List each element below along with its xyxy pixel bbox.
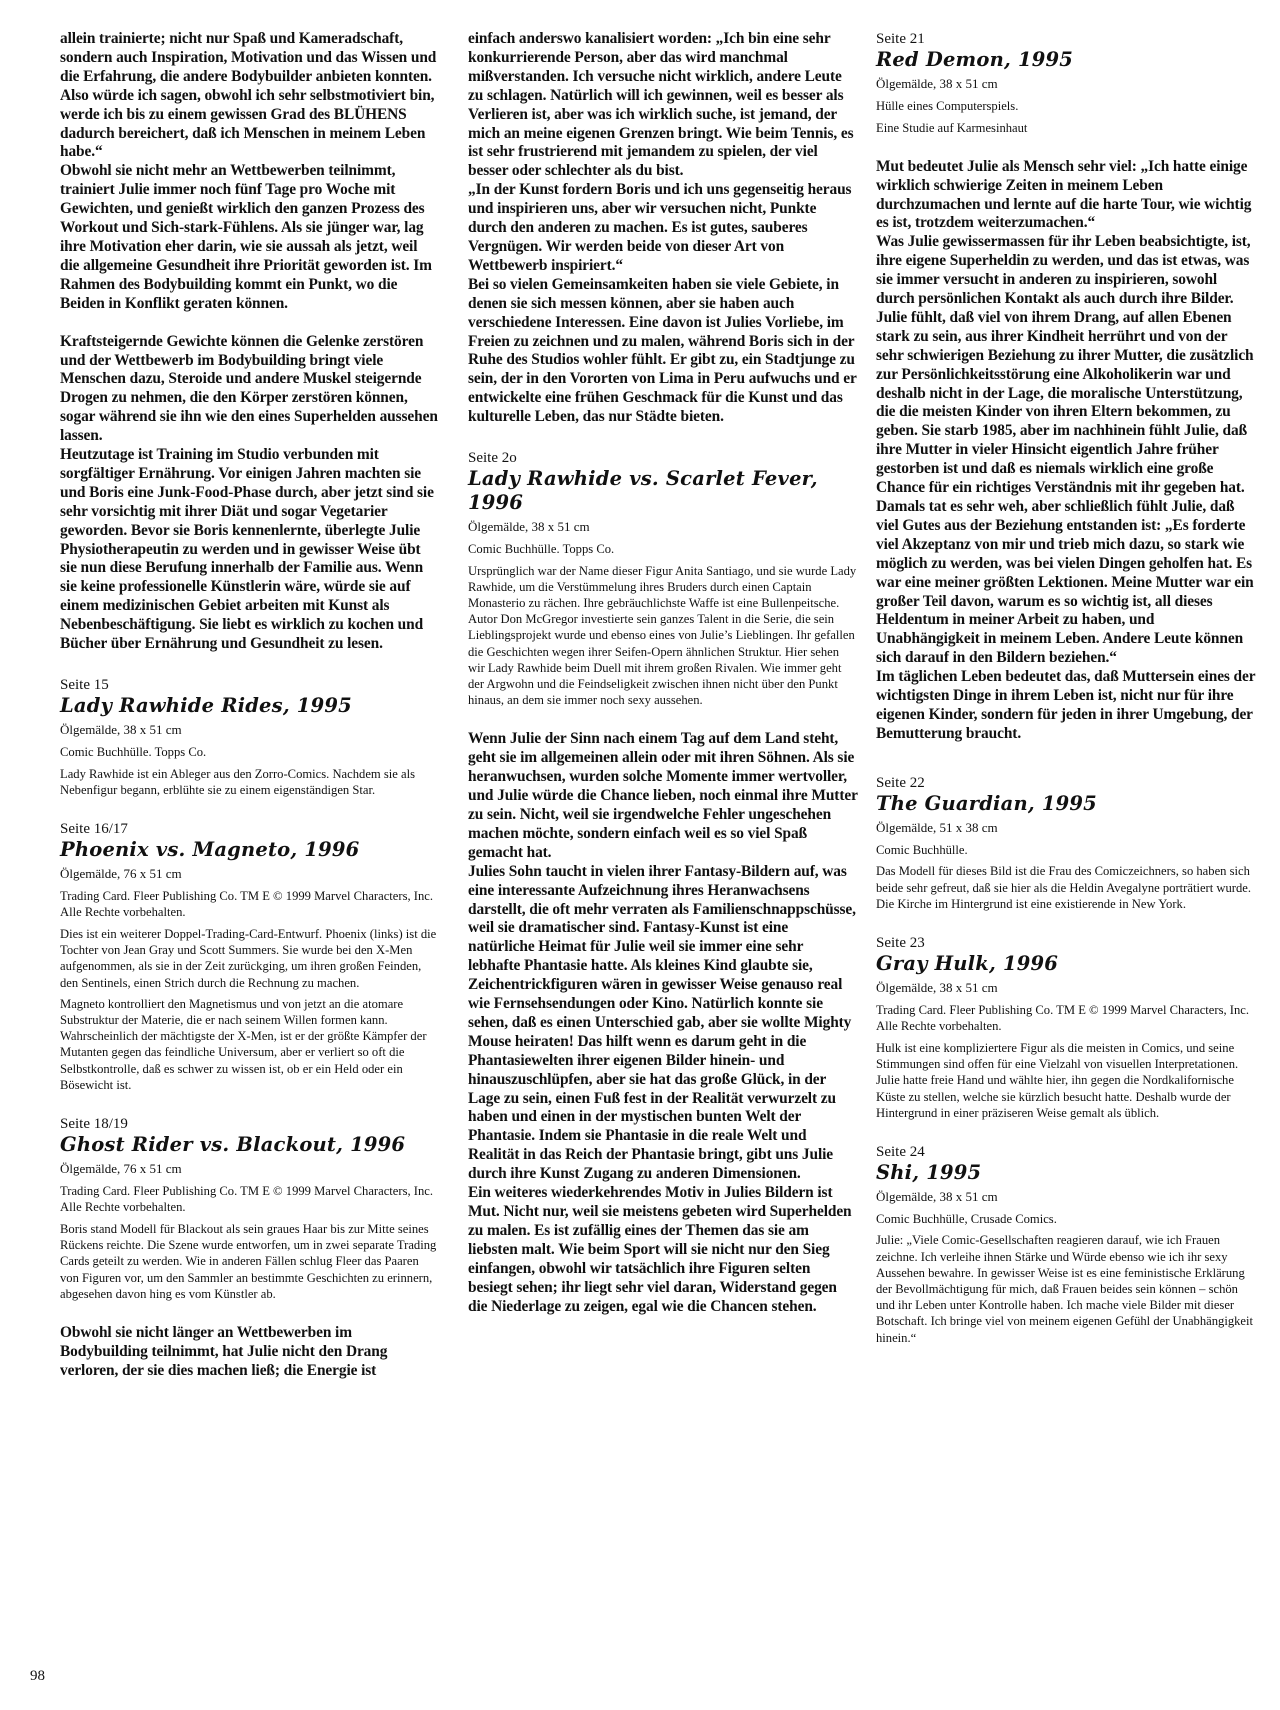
caption-entry (60, 820, 440, 1093)
paragraph: Bei so vielen Gemeinsamkeiten haben sie viele Gebiete, in denen sie sich messen können, aber sie haben auch verschiedene Interessen. Eine davon ist Julies Vorliebe, im Freien zu zeichnen und zu malen, während Boris sich in der Ruhe des Studios wohler fühlt. Er gibt zu, ein Stadtjunge zu sein, der in den Vororten von Lima in Peru aufwuchs und er entwickelte eine frühen Geschmack für die Kunst und das kulturelle Leben, das nur Städte bieten. (468, 275, 857, 426)
paragraph: Ein weiteres wiederkehrendes Motiv in Julies Bildern ist Mut. Nicht nur, weil sie meistens gebeten wird Superhelden zu malen. Es ist zufällig eines der Themen das sie am liebsten malt. Wie beim Sport will sie nicht nur den Sieg einfangen, obwohl wir tatsächlich ihre Figuren selten besiegt sehen; ihr liegt sehr viel daran, Widerstand gegen die Niederlage zu zeigen, egal wie die Chancen stehen. (468, 1184, 852, 1315)
caption-title: Ghost Rider vs. Blackout, 1996 (60, 1132, 406, 1156)
caption-medium: Ölgemälde, 76 x 51 cm (60, 865, 182, 881)
paragraph: Obwohl sie nicht mehr an Wettbewerben teilnimmt, trainiert Julie immer noch fünf Tage pro Woche mit Gewichten, und genießt wirklich den ganzen Prozess des Workout und Sich-stark-Fühlens. Als sie jünger war, lag ihre Motivation eher darin, wie sie aussah als jetzt, weil die allgemeine Gesundheit ihre Priorität geworden ist. Im Rahmen des Bodybuilding kommt ein Punkt, wo die Beiden in Konflikt geraten können. (60, 162, 432, 312)
caption-page-ref: Seite 22 (876, 774, 925, 791)
caption-medium: Ölgemälde, 76 x 51 cm (60, 1160, 182, 1176)
caption-title: Phoenix vs. Magneto, 1996 (60, 837, 360, 861)
caption-publication: Hülle eines Computerspiels. (876, 99, 1019, 113)
caption-title: Red Demon, 1995 (876, 48, 1074, 71)
body-text-block (60, 30, 440, 654)
paragraph: Obwohl sie nicht länger an Wettbewerben im Bodybuilding teilnimmt, hat Julie nicht den Drang verloren, der sie dies machen ließ; die Energie ist (60, 1323, 388, 1379)
caption-page-ref: Seite 2o (468, 450, 517, 467)
caption-title: Lady Rawhide vs. Scarlet Fever, 1996 (468, 467, 818, 515)
body-text-block (468, 30, 858, 427)
paragraph: Wenn Julie der Sinn nach einem Tag auf dem Land steht, geht sie im allgemeinen allein oder mit ihren Söhnen. Als sie heranwuchsen, wurden solche Momente immer wertvoller, und Julie würde die Chance lieben, noch einmal ihre Mutter zu sein. Nicht, weil sie irgendwelche Fehler ungeschehen machen möchte, sondern einfach weil es so viel Spaß gemacht hat. (468, 730, 858, 861)
body-text-block (468, 730, 858, 1316)
paragraph: Mut bedeutet Julie als Mensch sehr viel: „Ich hatte einige wirklich schwierige Zeiten in meinem Leben durchzumachen und lernte auf die harte Tour, wie wichtig es ist, trotzdem weiterzumachen.“ (876, 157, 1252, 232)
paragraph: Heutzutage ist Training im Studio verbunden mit sorgfältiger Ernährung. Vor einigen Jahren machten sie und Boris eine Junk-Food-Phase durch, aber jetzt sind sie sehr vorsichtig mit ihrer Diät und sogar Vegetarier geworden. Bevor sie Boris kennenlernte, überlegte Julie Physiotherapeutin zu werden und in gewisser Weise übt sie nun diese Berufung innerhalb der Familie aus. Wenn sie keine professionelle Künstlerin wäre, würde sie auf einem medizinischen Gebiet arbeiten mit Kunst als Nebenbeschäftigung. Sie liebt es wirklich zu kochen und Bücher über Ernährung und Gesundheit zu lesen. (60, 446, 434, 653)
column-middle (468, 30, 858, 1316)
caption-publication: Trading Card. Fleer Publishing Co. TM E © 1999 Marvel Characters, Inc. Alle Rechte vorbehalten. (60, 1183, 433, 1215)
caption-publication: Trading Card. Fleer Publishing Co. TM E © 1999 Marvel Characters, Inc. Alle Rechte vorbehalten. (876, 1002, 1249, 1034)
paragraph: Damals tat es sehr weh, aber schließlich fühlt Julie, daß viel Gutes aus der Beziehung entstanden ist: „Es forderte viel Akzeptanz von mir und trieb mich dazu, so stark wie möglich zu werden, was bei vielen Dingen geholfen hat. Es war eine meiner größten Lektionen. Meine Mutter war ein großer Teil davon, warum es so wichtig ist, all dieses Heldentum in meiner Arbeit zu haben, und Unabhängigkeit in meinem Leben. Andere Leute können sich darauf in den Bildern beziehen.“ (876, 498, 1254, 667)
caption-note: Lady Rawhide ist ein Ableger aus den Zorro-Comics. Nachdem sie als Nebenfigur begann, erblühte sie zu einem eigenständigen Star. (60, 766, 415, 797)
paragraph: Was Julie gewissermassen für ihr Leben beabsichtigte, ist, ihre eigene Superheldin zu werden, und das ist etwas, was sie immer versucht in anderen zu inspirieren, sowohl durch persönlichen Kontakt als auch durch ihre Bilder. (876, 233, 1251, 308)
caption-medium: Ölgemälde, 38 x 51 cm (876, 1188, 998, 1204)
caption-entry (60, 676, 440, 798)
caption-note: Magneto kontrolliert den Magnetismus und von jetzt an die atomare Substruktur der Materie, die er nach seinem Willen formen kann. Wahrscheinlich der mächtigste der X-Men, ist er der größte Kämpfer der Mutanten gegen das feindliche Universum, aber er verliert so oft die Selbstkontrolle, daß es schwer zu wissen ist, ob er ein Held oder ein Bösewicht ist. (60, 996, 427, 1092)
caption-title: Lady Rawhide Rides, 1995 (60, 694, 352, 717)
caption-medium: Ölgemälde, 38 x 51 cm (876, 979, 998, 995)
caption-note: Julie: „Viele Comic-Gesellschaften reagieren darauf, wie ich Frauen zeichne. Ich verleihe ihnen Stärke und Würde ebenso wie ich ihr sexy Aussehen bewahre. In gewisser Weise ist es eine feministische Erklärung der Bevollmächtigung für mich, daß Frauen beides sein können – schön und ihr Leben unter Kontrolle haben. Ich mache viele Bilder mit dieser Botschaft. Ich bringe viel von meinem eigenen Gefühl der Unabhängigkeit hinein.“ (876, 1233, 1253, 1345)
caption-publication: Comic Buchhülle. Topps Co. (468, 542, 615, 557)
caption-note: Ursprünglich war der Name dieser Figur Anita Santiago, und sie wurde Lady Rawhide, um die Verstümmelung ihres Bruders durch einen Captain Monasterio zu rächen. Ihre gebräuchlichste Waffe ist eine Bullenpeitsche. Autor Don McGregor investierte sein ganzes Talent in die Serie, die sein Lieblingsprojekt wurde und ebenso eines von Julie’s Lieblingen. Ihr gefallen die Geschichten wegen ihrer Seifen-Opern ähnlichen Struktur. Hier sehen wir Lady Rawhide beim Duell mit ihrem großen Rivalen. Wie immer geht der Argwohn und die Feindseligkeit zwischen ihnen nicht über den Punkt hinaus, an dem sie immer noch sexy aussehen. (468, 563, 857, 708)
caption-publication: Trading Card. Fleer Publishing Co. TM E © 1999 Marvel Characters, Inc. Alle Rechte vorbehalten. (60, 888, 433, 920)
caption-note: Das Modell für dieses Bild ist die Frau des Comiczeichners, so haben sich beide sehr gefreut, daß sie hier als die Heldin Avegalyne porträtiert wurde. Die Kirche im Hintergrund ist eine existierende in New York. (876, 864, 1251, 911)
caption-publication: Comic Buchhülle. (876, 842, 968, 857)
caption-page-ref: Seite 15 (60, 677, 109, 693)
caption-note: Dies ist ein weiterer Doppel-Trading-Card-Entwurf. Phoenix (links) ist die Tochter von Jean Gray und Scott Summers. Sie wurde bei den X-Men aufgenommen, als sie in der Zeit zurückging, um ihren großen Feinden, den Sentinels, einen Strich durch die Rechnung zu machen. (60, 926, 437, 990)
body-text-block (876, 158, 1256, 744)
paragraph: Kraftsteigernde Gewichte können die Gelenke zerstören und der Wettbewerb im Bodybuilding bringt viele Menschen dazu, Steroide und andere Muskel steigernde Drogen zu nehmen, die den Körper zerstören können, sogar während sie ihn wie den eines Superhelden aussehen lassen. (60, 332, 438, 445)
caption-note: Eine Studie auf Karmesinhaut (876, 120, 1028, 135)
column-left (60, 30, 440, 1381)
caption-entry (876, 934, 1256, 1121)
paragraph: allein trainierte; nicht nur Spaß und Kameradschaft, sondern auch Inspiration, Motivation und das Wissen und die Erfahrung, die andere Bodybuilder anbieten konnten. Also würde ich sagen, obwohl ich sehr selbstmotiviert bin, werde ich bis zu einem gewissen Grad des BLÜHENS dadurch bereichert, daß ich Menschen in meinem Leben habe.“ (60, 30, 437, 161)
caption-entry (468, 449, 858, 708)
caption-medium: Ölgemälde, 51 x 38 cm (876, 819, 998, 835)
column-right (876, 30, 1256, 1368)
caption-note: Hulk ist eine kompliziertere Figur als die meisten in Comics, und seine Stimmungen sind offen für eine Vielzahl von visuellen Interpretationen. Julie hatte freie Hand und wählte hier, ihn gegen die Nordkalifornische Küste zu stellen, welche sie kürzlich besucht hatte. Deshalb wurde der Hintergrund in einer präziseren Weise gemalt als üblich. (876, 1040, 1239, 1120)
caption-note: Boris stand Modell für Blackout als sein graues Haar bis zur Mitte seines Rückens reichte. Die Szene wurde entworfen, um in zwei separate Trading Cards geteilt zu werden. Wie in anderen Fällen schlug Fleer das Paaren von Figuren vor, um den Sammler an bestimmte Geschichten zu erinnern, abgesehen davon hing es vom Künstler ab. (60, 1221, 437, 1301)
caption-title: Shi, 1995 (876, 1160, 982, 1184)
paragraph: Im täglichen Leben bedeutet das, daß Muttersein eines der wichtigsten Dinge in ihrem Leben ist, nicht nur für ihre eigenen Kinder, sondern für jeden in ihrer Umgebung, der Bemutterung braucht. (876, 668, 1256, 742)
paragraph: Julie fühlt, daß viel von ihrem Drang, auf allen Ebenen stark zu sein, aus ihrer Kindheit herrührt und von der sehr schwierigen Beziehung zu ihrer Mutter, die zusätzlich zur Persönlichkeitsstörung eine Alkoholikerin war und deshalb nicht in der Lage, die moralische Unterstützung, die die meisten Kinder von ihren Eltern bekommen, zu geben. Sie starb 1985, aber im nachhinein fühlt Julie, daß ihre Mutter in vieler Hinsicht eigentlich Jahre früher gestorben ist und daß es niemals wirklich eine große Chance für ein richtiges Verständnis mit ihr gegeben hat. (876, 308, 1254, 497)
caption-medium: Ölgemälde, 38 x 51 cm (468, 519, 590, 535)
caption-entry (876, 774, 1256, 912)
caption-entry (60, 1115, 440, 1302)
paragraph: „In der Kunst fordern Boris und ich uns gegenseitig heraus und inspirieren uns, aber wir versuchen nicht, Punkte durch den anderen zu machen. Es ist gutes, sauberes Vergnügen. Wir werden beide von dieser Art von Wettbewerb inspiriert.“ (468, 181, 852, 274)
paragraph: Julies Sohn taucht in vielen ihrer Fantasy-Bildern auf, was eine interessante Aufzeichnung ihres Heranwachsens darstellt, die oft mehr verraten als Familienschnappschüsse, weil sie dramatischer sind. Fantasy-Kunst ist eine natürliche Heimat für Julie weil sie immer eine sehr lebhafte Phantasie hatte. Als kleines Kind glaubte sie, Zeichentrickfiguren wären in gewisser Weise genauso real wie Fernsehsendungen oder Kino. Natürlich konnte sie sehen, daß es einen Unterschied gab, aber sie wollte Mighty Mouse heiraten! Das hilft wenn es darum geht in die Phantasiewelten ihrer eigenen Bilder hinein- und hinauszuschlüpfen, aber sie hat das große Glück, in der Lage zu sein, einen Fuß fest in der Realität verwurzelt zu haben und einen in der mystischen bunten Welt der Phantasie. Indem sie Phantasie in die reale Welt und Realität in das Reich der Phantasie bringt, gibt uns Julie durch ihre Kunst Zugang zu anderen Dimensionen. (468, 862, 856, 1183)
paragraph: einfach anderswo kanalisiert worden: „Ich bin eine sehr konkurrierende Person, aber das wird manchmal mißverstanden. Ich versuche nicht wirklich, andere Leute zu schlagen. Natürlich will ich gewinnen, weil es besser als Verlieren ist, aber was ich wirklich suche, ist jemand, der mich an meine eigenen Grenzen bringt. Wie beim Tennis, es ist sehr frustrierend mit jemandem zu spielen, der viel besser oder schlechter als du bist. (468, 30, 854, 180)
page-number: 98 (30, 1668, 45, 1684)
caption-publication: Comic Buchhülle, Crusade Comics. (876, 1211, 1057, 1226)
body-text-block (60, 1324, 440, 1381)
caption-page-ref: Seite 21 (876, 31, 925, 47)
caption-page-ref: Seite 23 (876, 934, 925, 951)
caption-medium: Ölgemälde, 38 x 51 cm (876, 76, 998, 91)
caption-page-ref: Seite 24 (876, 1143, 925, 1160)
caption-medium: Ölgemälde, 38 x 51 cm (60, 722, 182, 737)
caption-title: The Guardian, 1995 (876, 791, 1097, 815)
caption-publication: Comic Buchhülle. Topps Co. (60, 745, 207, 759)
caption-entry (876, 30, 1256, 136)
caption-page-ref: Seite 16/17 (60, 820, 128, 837)
caption-title: Gray Hulk, 1996 (876, 951, 1059, 975)
caption-page-ref: Seite 18/19 (60, 1115, 128, 1132)
caption-entry (876, 1143, 1256, 1346)
